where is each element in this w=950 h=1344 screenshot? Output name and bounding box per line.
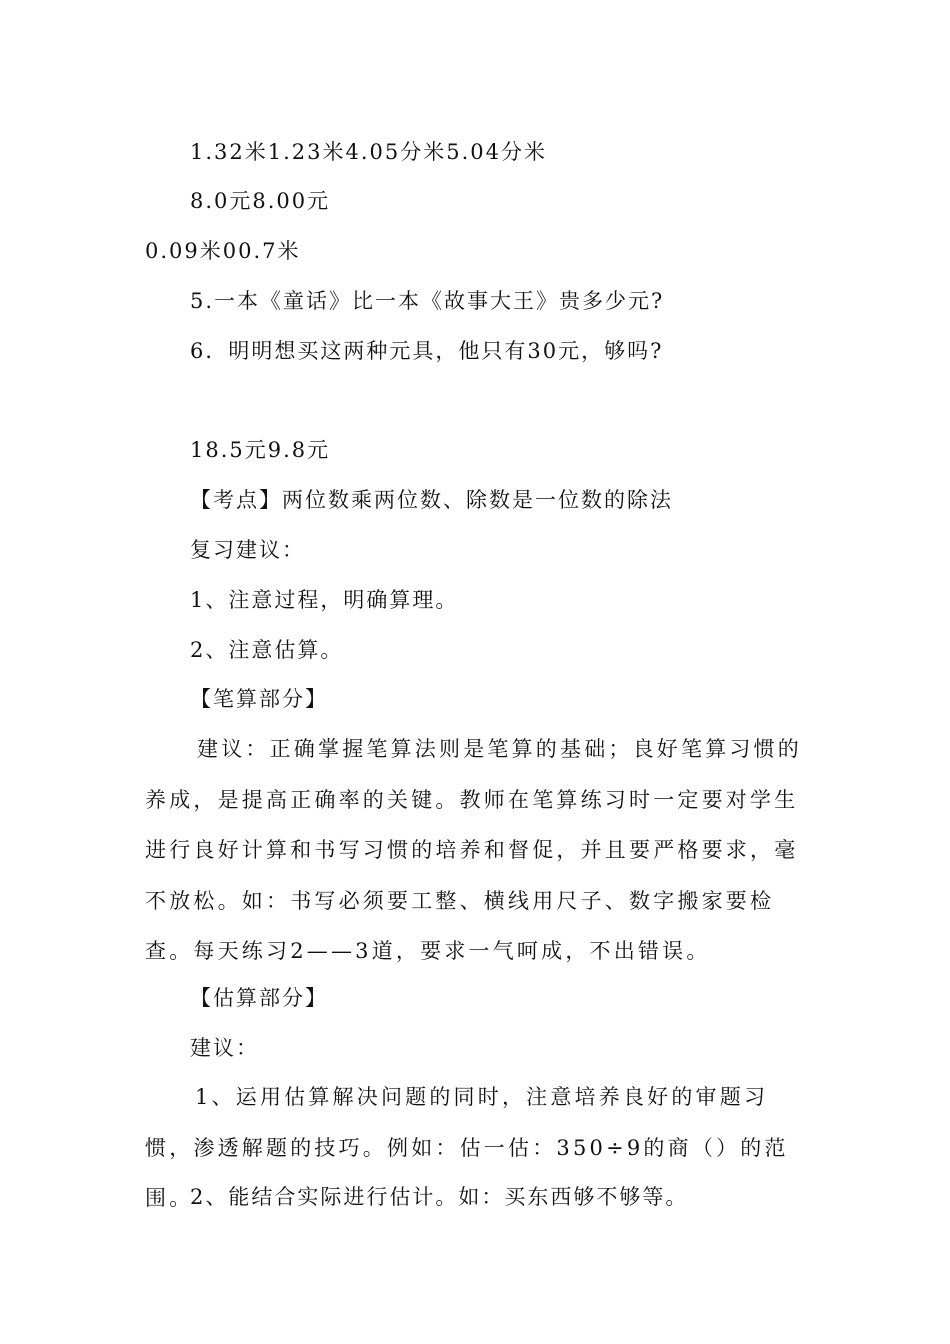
- written-calc-advice: 建议：正确掌握笔算法则是笔算的基础；良好笔算习惯的养成，是提高正确率的关键。教师在笔算练习时一定要对学生进行良好计算和书写习惯的培养和督促，并且要严格要求，毫不放松。如：书写必须要工整、横线用尺子、数字搬家要检查。每天练习2——3道，要求一气呵成，不出错误。: [145, 737, 802, 963]
- text-line-prices: 8.0元8.00元: [190, 189, 331, 213]
- estimation-point-1: 1、运用估算解决问题的同时，注意培养良好的审题习惯，渗透解题的技巧。例如：估一估：350÷9的商（）的范围。: [145, 1085, 789, 1210]
- text-line-lengths: 1.32米1.23米4.05分米5.04分米: [190, 140, 548, 164]
- exam-point-heading: 【考点】两位数乘两位数、除数是一位数的除法: [190, 488, 673, 512]
- estimation-point-2: 2、能结合实际进行估计。如：买东西够不够等。: [190, 1185, 689, 1209]
- written-calc-heading: 【笔算部分】: [190, 687, 328, 711]
- estimation-heading: 【估算部分】: [190, 986, 328, 1010]
- advice-point-1: 1、注意过程，明确算理。: [190, 588, 459, 612]
- question-6: 6．明明想买这两种元具，他只有30元，够吗?: [190, 339, 664, 363]
- review-advice-label: 复习建议：: [190, 538, 305, 562]
- text-line-decimals: 0.09米00.7米: [145, 239, 301, 263]
- estimation-advice-label: 建议：: [190, 1036, 259, 1060]
- text-line-item-prices: 18.5元9.8元: [190, 438, 331, 462]
- question-5: 5.一本《童话》比一本《故事大王》贵多少元?: [190, 289, 665, 313]
- advice-point-2: 2、注意估算。: [190, 638, 344, 662]
